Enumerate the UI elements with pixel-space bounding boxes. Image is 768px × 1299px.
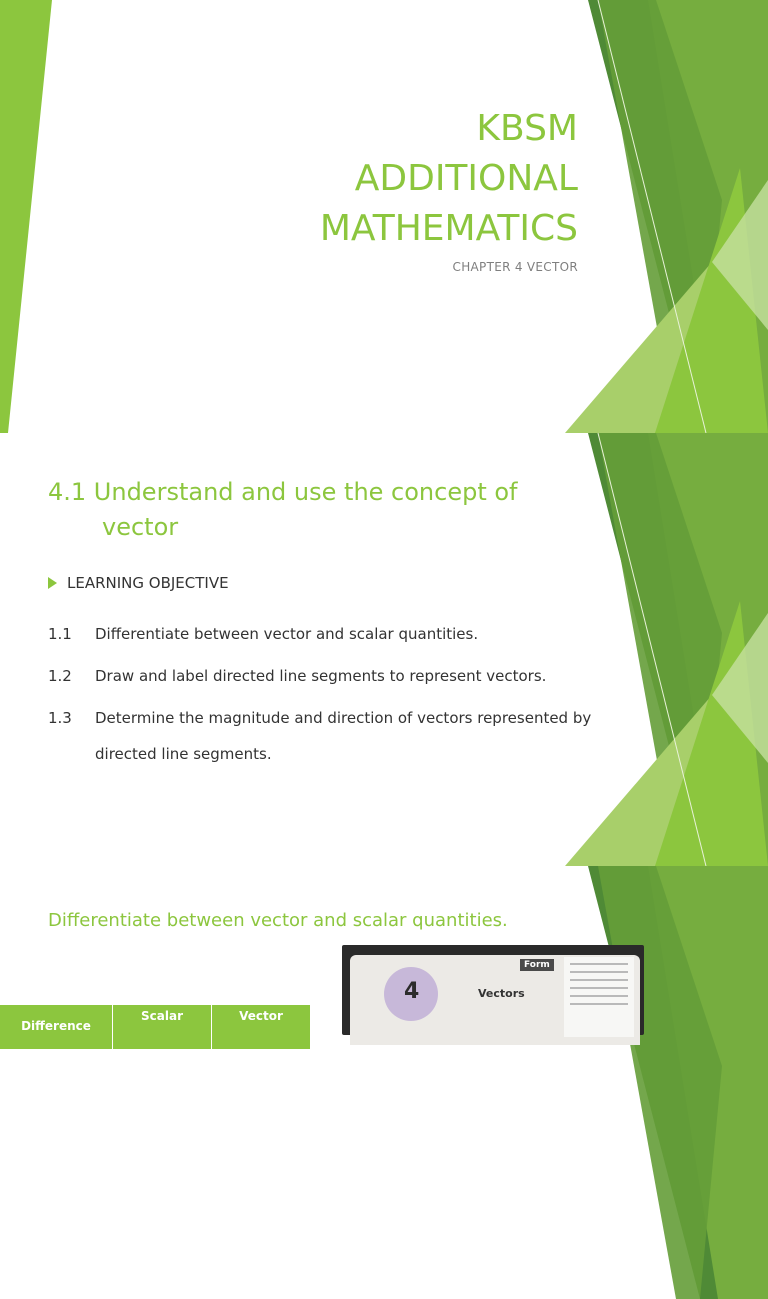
comparison-slide [0,866,768,1033]
title-line-1: KBSM [476,108,578,149]
title-slide [0,0,768,433]
objective-list [48,616,628,772]
table-header-row [0,1005,311,1049]
chapter-badge-number: 4 [404,979,420,1004]
triangle-right-icon [48,577,57,589]
book-heading: Vectors [478,987,525,1000]
objective-item [48,616,628,652]
objective-number: 1.2 [48,667,72,685]
objective-text: Draw and label directed line segments to represent vectors. [95,667,547,685]
presentation-title [320,104,578,254]
objective-item [48,658,628,694]
header-scalar: Scalar [113,1005,212,1049]
form-label: Form [520,959,554,971]
objective-item [48,700,628,772]
bullet-label: LEARNING OBJECTIVE [67,574,229,592]
objective-text: Differentiate between vector and scalar quantities. [95,625,479,643]
section-title [48,475,568,545]
comparison-title: Differentiate between vector and scalar quantities. [48,910,508,931]
header-difference: Difference [0,1005,113,1049]
objective-text: Determine the magnitude and direction of vectors represented by directed line segments. [95,709,592,763]
book-text-column [564,957,634,1037]
chapter-subtitle: CHAPTER 4 VECTOR [452,260,578,274]
title-line-3: MATHEMATICS [319,208,578,249]
objective-number: 1.1 [48,625,72,643]
learning-objective-bullet [48,574,229,592]
title-line-2: ADDITIONAL [354,158,578,199]
section-title-line-2: vector [102,513,179,541]
textbook-photo [342,945,644,1035]
comparison-table [0,1005,311,1049]
section-title-line-1: 4.1 Understand and use the concept of [48,478,518,506]
objective-number: 1.3 [48,709,72,727]
objectives-slide [0,433,768,866]
header-vector: Vector [212,1005,311,1049]
